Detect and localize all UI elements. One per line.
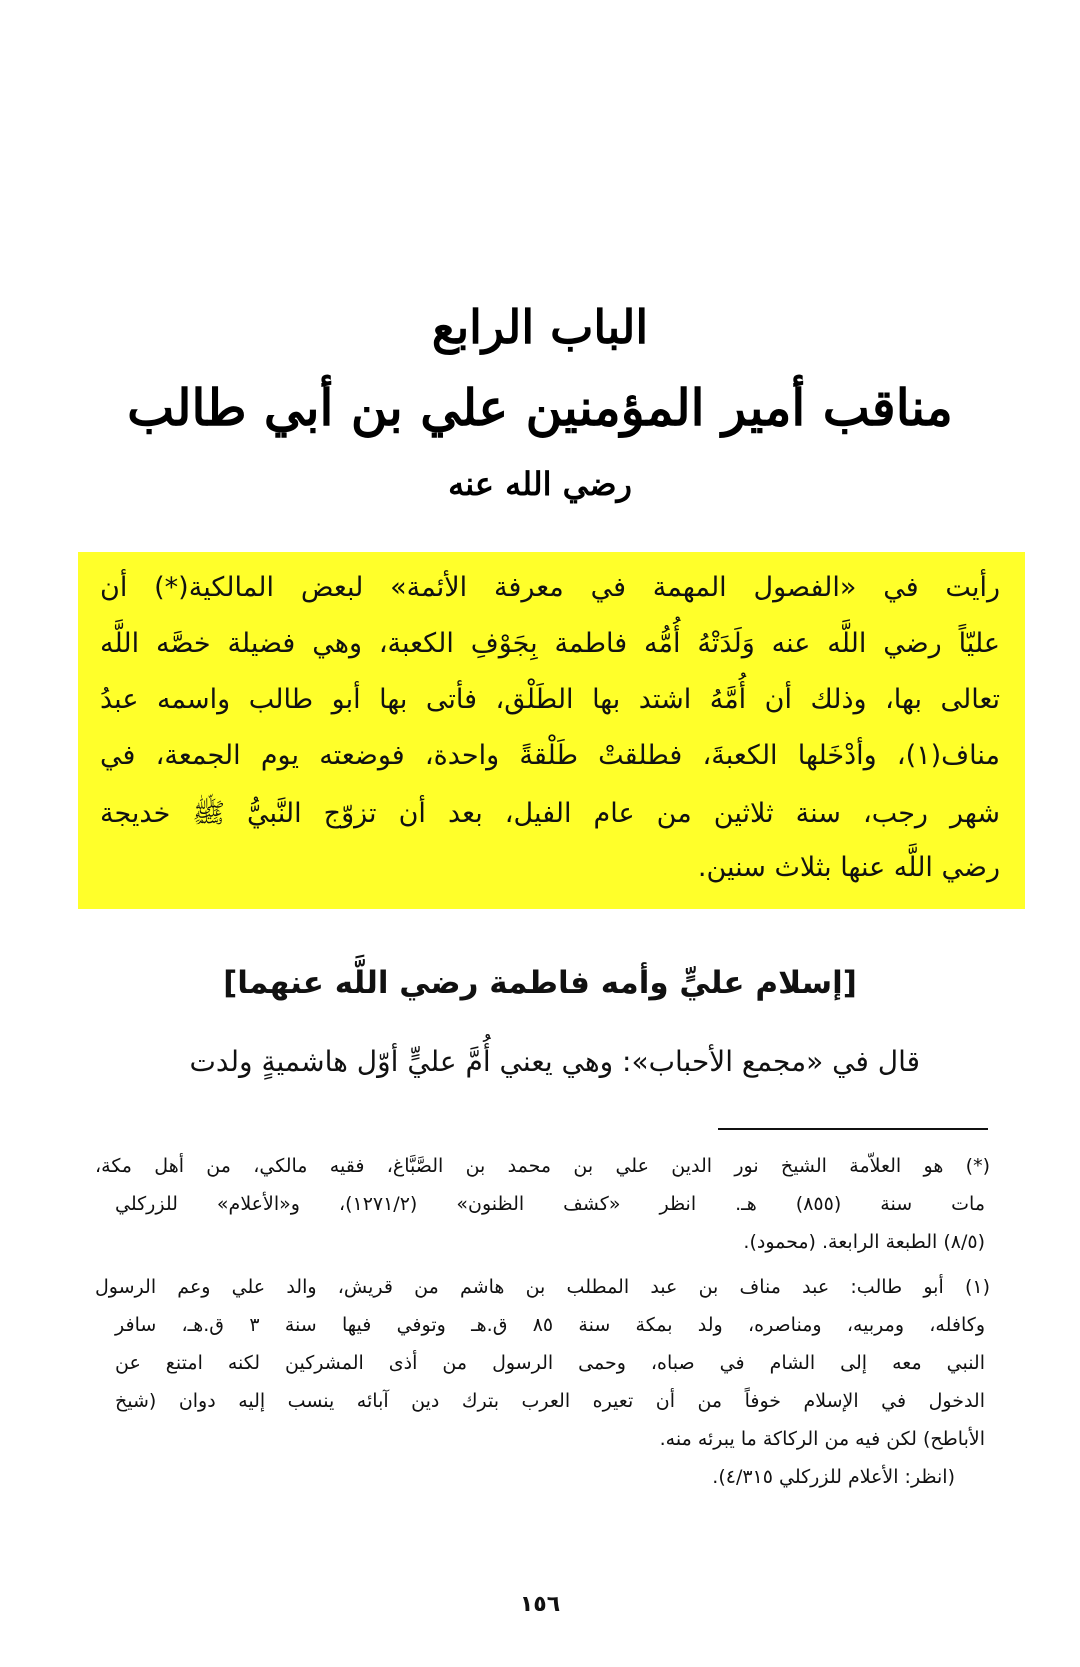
footnote-star-line-3: (٨/٥) الطبعة الرابعة. (محمود).	[743, 1231, 985, 1253]
footnote-star-line-2: مات سنة (٨٥٥) هـ. انظر «كشف الظنون» (١٢٧١/٢)، و«الأعلام» للزركلي	[115, 1193, 986, 1215]
footnote-one-line-4: الدخول في الإسلام خوفاً من أن تعيره العرب بترك دين آبائه ينسب إليه دوان (شيخ	[115, 1390, 985, 1412]
chapter-honorific: رضي الله عنه	[448, 465, 632, 503]
highlighted-line-6: رضي اللَّه عنها بثلاث سنين.	[697, 852, 1000, 883]
section-heading: [إسلام عليٍّ وأمه فاطمة رضي اللَّه عنهما]	[223, 965, 857, 1001]
highlighted-line-1: رأيت في «الفصول المهمة في معرفة الأئمة» لبعض المالكية(*) أن	[100, 572, 1000, 603]
highlighted-line-3: تعالى بها، وذلك أن أُمَّهُ اشتد بها الطَلْق، فأتى بها أبو طالب واسمه عبدُ	[100, 684, 1000, 715]
highlighted-line-2: عليّاً رضي اللَّه عنه وَلَدَتْهُ أُمُّه فاطمة بِجَوْفِ الكعبة، وهي فضيلة خصَّه اللَّه	[100, 628, 1000, 659]
footnote-one-line-6: (انظر: الأعلام للزركلي ٤/٣١٥).	[712, 1466, 955, 1488]
chapter-subject: مناقب أمير المؤمنين علي بن أبي طالب	[127, 378, 953, 437]
footnote-one-line-1: (١) أبو طالب: عبد مناف بن عبد المطلب بن هاشم من قريش، والد علي وعم الرسول	[95, 1276, 990, 1298]
highlighted-line-4: مناف(١)، وأدْخَلها الكعبةَ، فطلقتْ طَلْقةً واحدة، فوضعته يوم الجمعة، في	[100, 740, 1000, 771]
footnote-star-line-1: (*) هو العلاّمة الشيخ نور الدين علي بن محمد بن الصَّبَّاغ، فقيه مالكي، من أهل مكة،	[95, 1155, 990, 1177]
footnote-one-line-3: النبي معه إلى الشام في صباه، وحمى الرسول من أذى المشركين لكنه امتنع عن	[115, 1352, 985, 1374]
highlighted-line-5: شهر رجب، سنة ثلاثين من عام الفيل، بعد أن تزوّج النَّبيُّ ﷺ خديجة	[100, 798, 1000, 829]
footnote-one-line-2: وكافله، ومربيه، ومناصره، ولد بمكة سنة ٨٥ ق.هـ وتوفي فيها سنة ٣ ق.هـ، سافر	[115, 1314, 985, 1336]
chapter-title: الباب الرابع	[431, 300, 649, 354]
body-first-line: قال في «مجمع الأحباب»: وهي يعني أُمَّ عليٍّ أوّل هاشميةٍ ولدت	[189, 1045, 920, 1078]
footnote-one-line-5: الأباطح) لكن فيه من الركاكة ما يبرئه منه.	[659, 1428, 985, 1450]
footnote-separator	[718, 1128, 988, 1130]
page-number: ١٥٦	[519, 1592, 561, 1617]
